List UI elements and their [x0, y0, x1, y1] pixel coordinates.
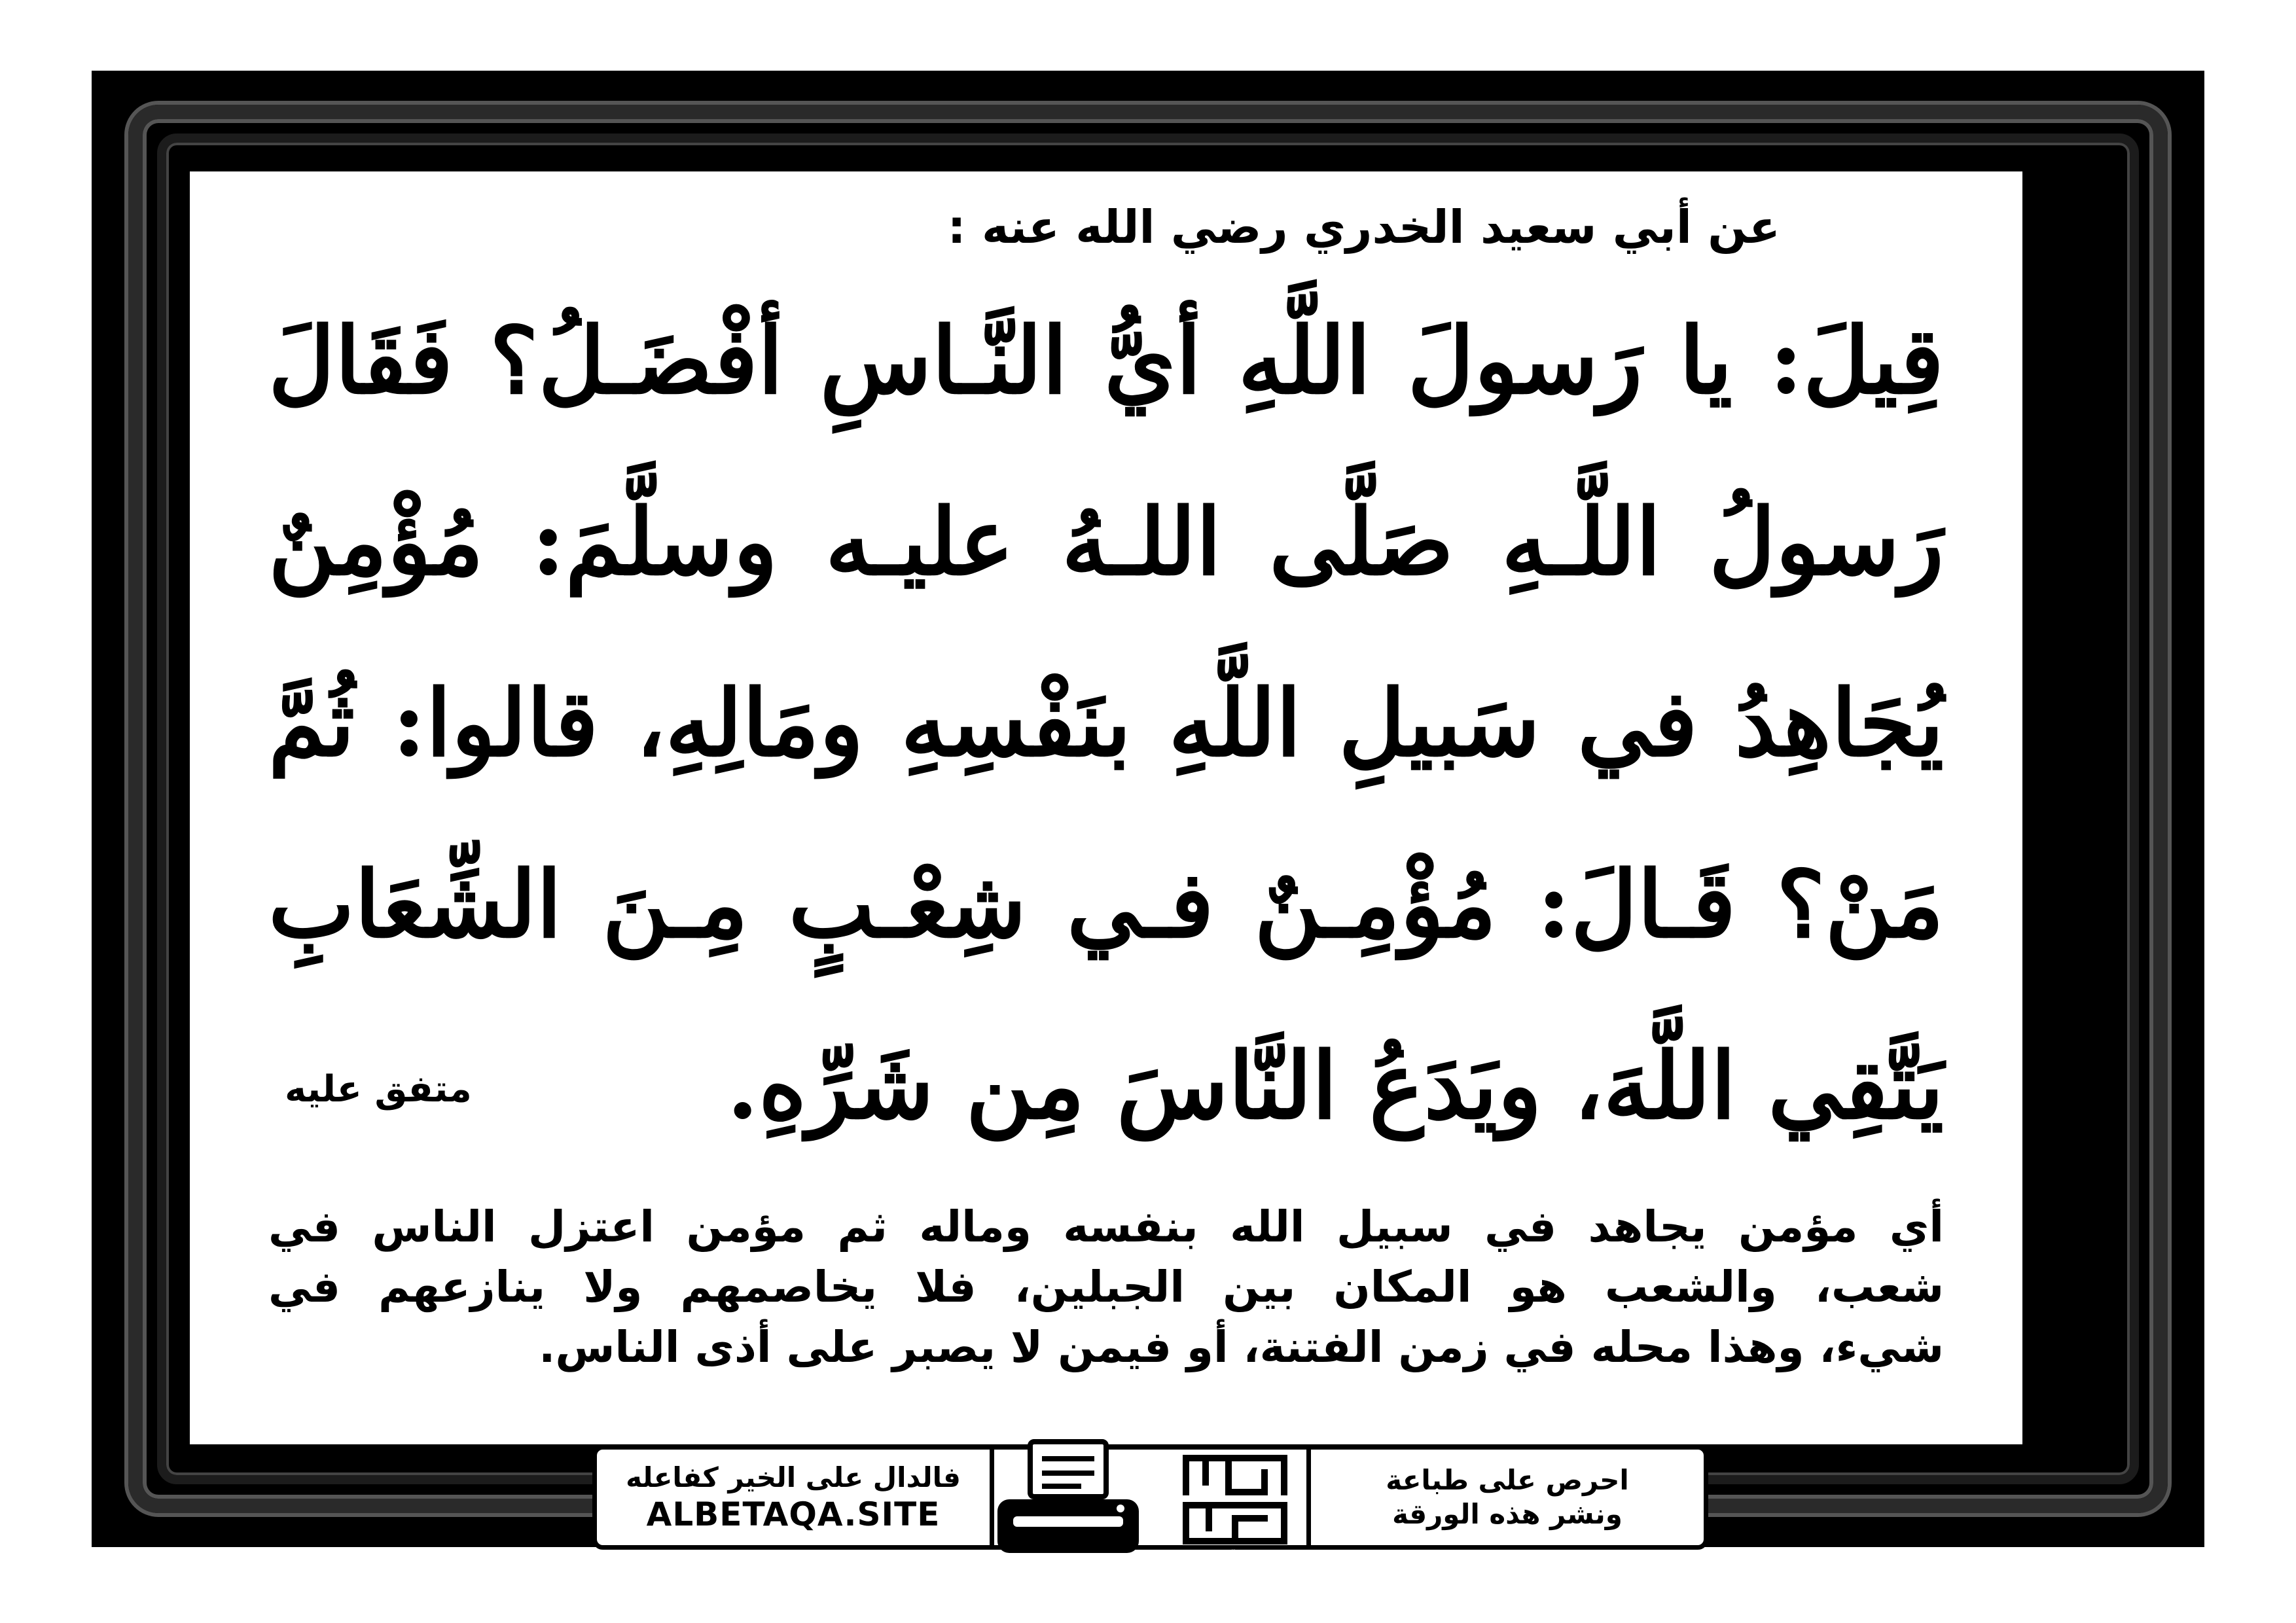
footer-bar [592, 1445, 1708, 1550]
printer-icon [990, 1438, 1147, 1569]
content-panel [190, 171, 2022, 1444]
hadith-line: مَنْ؟ قَـالَ: مُؤْمِـنٌ فـي شِعْـبٍ مِـنَ الشِّعَابِ [268, 851, 1944, 959]
dawa-logo [1173, 1446, 1297, 1551]
hadith-line: يُجَاهِدُ في سَبيلِ اللَّهِ بنَفْسِهِ ومَالِهِ، قالوا: ثُمَّ [268, 670, 1944, 777]
hadith-line: رَسولُ اللَّـهِ صَلَّى اللـهُ عليـه وسلَّمَ: مُؤْمِنٌ [268, 489, 1944, 596]
hadith-line: يَتَّقِي اللَّهَ، ويَدَعُ النَّاسَ مِن شَرِّهِ. [726, 1033, 1944, 1140]
print-note [1311, 1450, 1704, 1545]
guide-text: فالدال على الخير كفاعله [626, 1461, 961, 1493]
site-box [597, 1450, 990, 1545]
site-link[interactable]: ALBETAQA.SITE [646, 1495, 941, 1534]
explanation-text [268, 1202, 1944, 1386]
footer-divider [1306, 1450, 1311, 1545]
hadith-source: متفق عليه [285, 1068, 472, 1111]
explanation-line: أي مؤمن يجاهد في سبيل الله بنفسه وماله ثم مؤمن اعتزل الناس في [268, 1202, 1944, 1252]
footer-divider [990, 1450, 994, 1545]
print-note-line: ونشر هذه الورقة [1392, 1498, 1623, 1530]
explanation-line: شيء، وهذا محله في زمن الفتنة، أو فيمن لا يصبر على أذى الناس. [539, 1322, 1944, 1372]
explanation-line: شعب، والشعب هو المكان بين الجبلين، فلا يخاصمهم ولا ينازعهم في [268, 1262, 1944, 1312]
narrator-line: عن أبي سعيد الخدري رضي الله عنه : [947, 200, 1780, 254]
hadith-text [268, 308, 1944, 1222]
logo-mark [1173, 1446, 1297, 1551]
print-note-line: احرص على طباعة [1386, 1463, 1629, 1496]
hadith-line: قِيلَ: يا رَسولَ اللَّهِ أيُّ النَّـاسِ أفْضَـلُ؟ فَقَالَ [268, 308, 1944, 415]
